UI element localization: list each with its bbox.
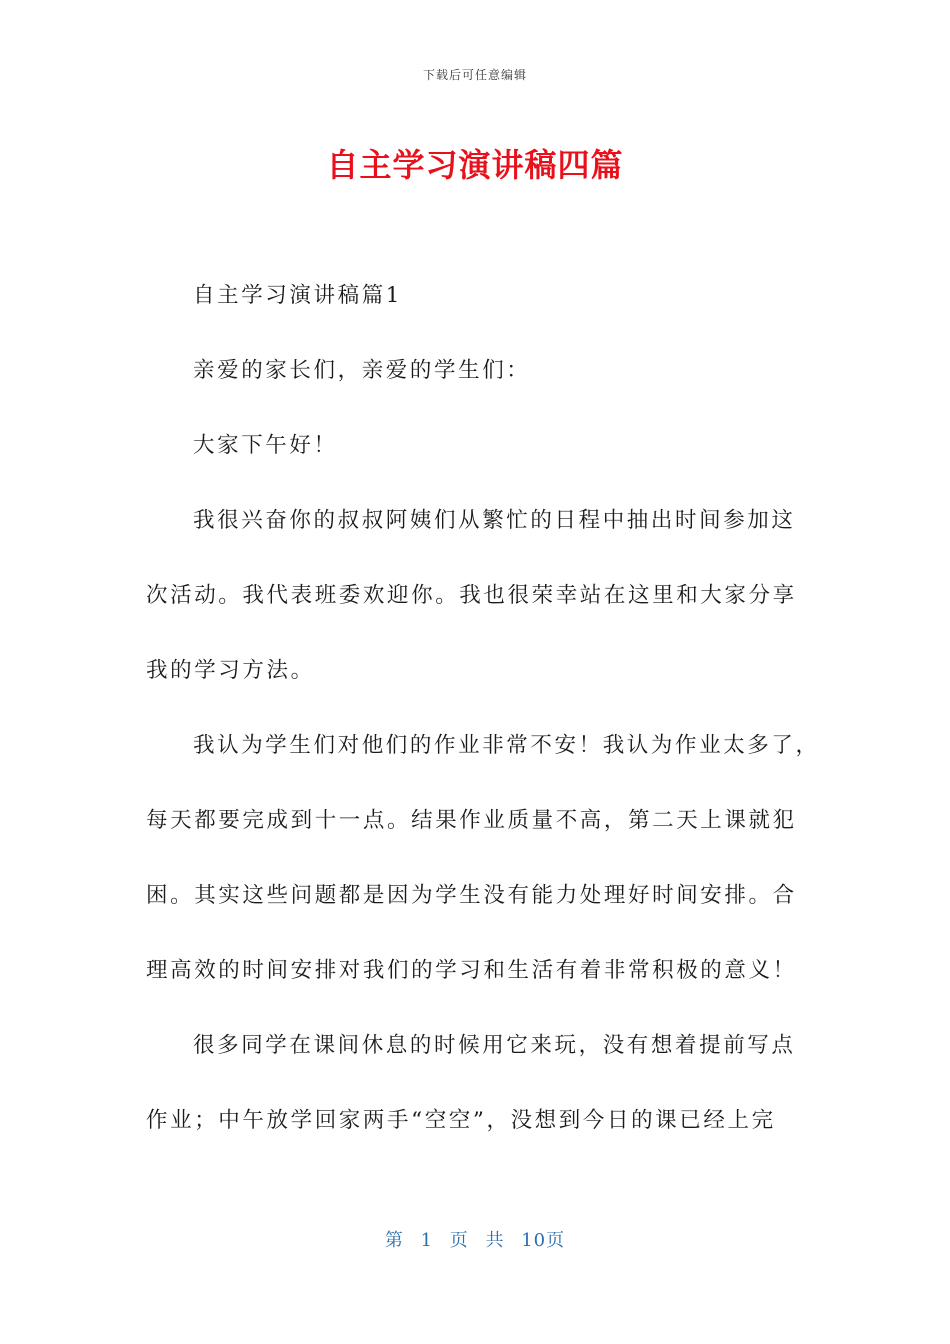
body-line: 大家下午好！ [193, 433, 338, 458]
header-note: 下载后可任意编辑 [422, 68, 527, 82]
body-line: 亲爱的家长们，亲爱的学生们： [193, 358, 531, 383]
body-line: 每天都要完成到十一点。结果作业质量不高，第二天上课就犯 [146, 808, 797, 833]
body-line: 作业；中午放学回家两手“空空”，没想到今日的课已经上完 [146, 1108, 776, 1133]
footer-label-ye: 页 [449, 1230, 469, 1251]
body-line: 我很兴奋你的叔叔阿姨们从繁忙的日程中抽出时间参加这 [193, 508, 796, 533]
body-line: 次活动。我代表班委欢迎你。我也很荣幸站在这里和大家分享 [146, 583, 797, 608]
footer-current-page: 1 [420, 1230, 434, 1251]
footer-label-di: 第 [384, 1230, 404, 1251]
page-footer [0, 1226, 950, 1252]
body-line: 理高效的时间安排对我们的学习和生活有着非常积极的意义！ [146, 958, 797, 983]
body-line: 自主学习演讲稿篇1 [193, 283, 403, 308]
footer-total-pages: 10页 [521, 1230, 566, 1251]
document-title: 自主学习演讲稿四篇 [326, 146, 624, 184]
body-line: 困。其实这些问题都是因为学生没有能力处理好时间安排。合 [146, 883, 797, 908]
body-line: 我认为学生们对他们的作业非常不安！我认为作业太多了， [193, 733, 820, 758]
body-line: 我的学习方法。 [146, 658, 315, 683]
footer-label-gong: 共 [485, 1230, 505, 1251]
document-body [146, 275, 820, 1175]
body-line: 很多同学在课间休息的时候用它来玩，没有想着提前写点 [193, 1033, 796, 1058]
